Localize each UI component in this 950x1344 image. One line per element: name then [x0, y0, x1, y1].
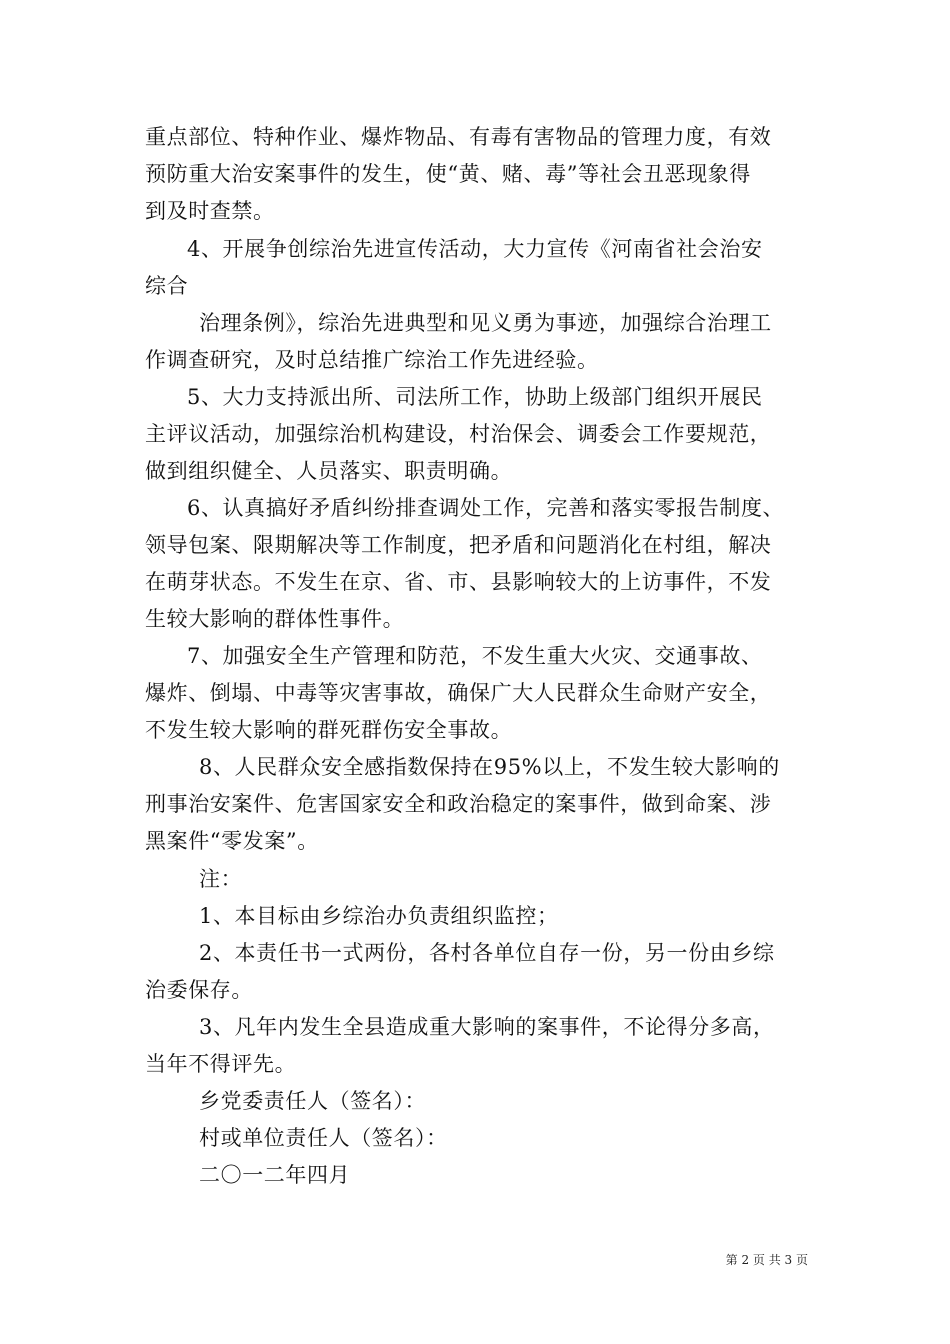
item-5-line-1: 5、大力支持派出所、司法所工作，协助上级部门组织开展民 — [187, 385, 763, 409]
item-8-line-1: 8、人民群众安全感指数保持在95%以上，不发生较大影响的 — [199, 755, 780, 779]
body-line-2: 预防重大治安案事件的发生，使“黄、赌、毒”等社会丑恶现象得 — [145, 162, 751, 186]
body-line-1: 重点部位、特种作业、爆炸物品、有毒有害物品的管理力度，有效 — [145, 125, 772, 149]
body-line-3: 到及时查禁。 — [145, 199, 275, 223]
note-3-line-1: 3、凡年内发生全县造成重大影响的案事件，不论得分多高， — [199, 1015, 775, 1039]
note-1: 1、本目标由乡综治办负责组织监控； — [199, 904, 559, 928]
village-signatory: 村或单位责任人（签名）： — [199, 1126, 448, 1150]
item-6-line-3: 在萌芽状态。不发生在京、省、市、县影响较大的上访事件，不发 — [145, 570, 772, 594]
item-5-line-3: 做到组织健全、人员落实、职责明确。 — [145, 459, 513, 483]
item-4-line-2: 综合 — [145, 274, 189, 298]
item-4-line-3: 治理条例》，综治先进典型和见义勇为事迹，加强综合治理工 — [199, 311, 772, 335]
township-signatory: 乡党委责任人（签名）： — [199, 1089, 427, 1113]
item-8-line-3: 黑案件“零发案”。 — [145, 829, 319, 853]
item-4-line-4: 作调查研究，及时总结推广综治工作先进经验。 — [145, 348, 599, 372]
item-6-line-1: 6、认真搞好矛盾纠纷排查调处工作，完善和落实零报告制度、 — [187, 496, 785, 520]
page-footer: 第 2 页 共 3 页 — [725, 1253, 808, 1267]
item-8-line-2: 刑事治安案件、危害国家安全和政治稳定的案事件，做到命案、涉 — [145, 792, 772, 816]
item-7-line-3: 不发生较大影响的群死群伤安全事故。 — [145, 718, 513, 742]
item-7-line-2: 爆炸、倒塌、中毒等灾害事故，确保广大人民群众生命财产安全， — [145, 681, 772, 705]
item-5-line-2: 主评议活动，加强综治机构建设，村治保会、调委会工作要规范， — [145, 422, 772, 446]
document-date: 二〇一二年四月 — [199, 1163, 351, 1187]
item-4-line-1: 4、开展争创综治先进宣传活动，大力宣传《河南省社会治安 — [187, 237, 763, 261]
note-2-line-1: 2、本责任书一式两份，各村各单位自存一份，另一份由乡综 — [199, 941, 775, 965]
note-2-line-2: 治委保存。 — [145, 978, 253, 1002]
item-6-line-2: 领导包案、限期解决等工作制度，把矛盾和问题消化在村组，解决 — [145, 533, 772, 557]
item-7-line-1: 7、加强安全生产管理和防范，不发生重大火灾、交通事故、 — [187, 644, 763, 668]
note-3-line-2: 当年不得评先。 — [145, 1052, 297, 1076]
note-heading: 注： — [199, 867, 243, 891]
item-6-line-4: 生较大影响的群体性事件。 — [145, 607, 405, 631]
